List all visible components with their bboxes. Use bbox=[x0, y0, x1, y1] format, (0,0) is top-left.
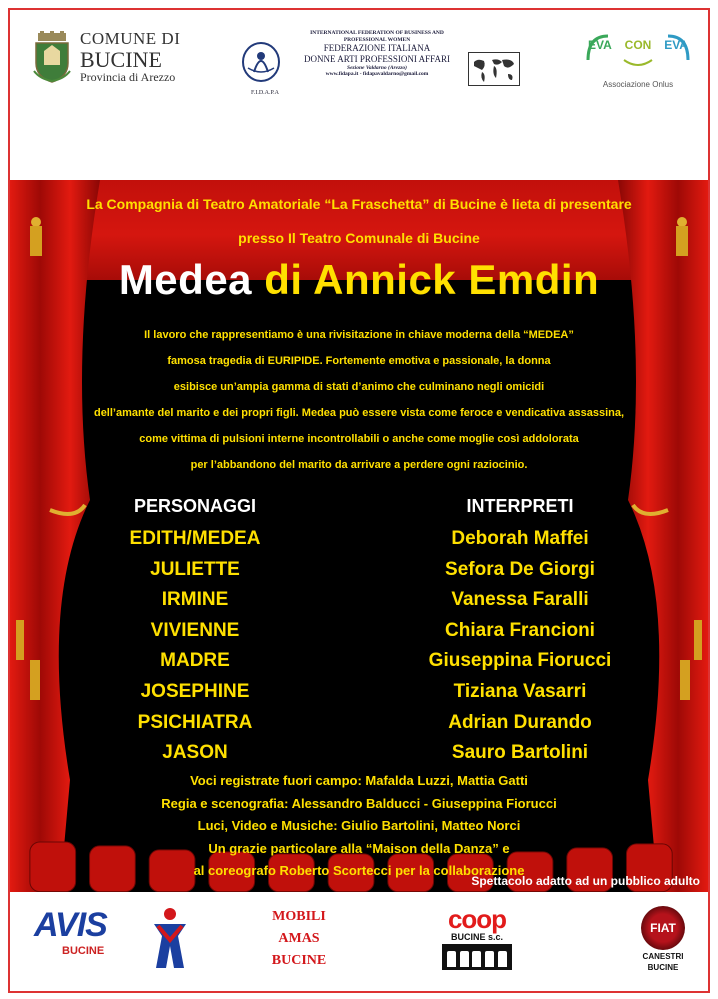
mobili-line: BUCINE bbox=[271, 953, 327, 968]
actor-item: Deborah Maffei bbox=[451, 528, 589, 549]
intro-line2: presso Il Teatro Comunale di Bucine bbox=[238, 230, 480, 246]
theatre-stage bbox=[10, 180, 708, 892]
show-title bbox=[10, 256, 708, 304]
fidapa-emblem-icon bbox=[240, 42, 282, 82]
role-item: JULIETTE bbox=[150, 558, 240, 580]
description-line: per l’abbandono del marito da arrivare a perdere ogni raziocinio. bbox=[190, 459, 528, 471]
role-item: JOSEPHINE bbox=[140, 680, 250, 702]
roles-header: PERSONAGGI bbox=[133, 496, 257, 516]
world-map-icon bbox=[468, 52, 520, 86]
avis-sub: BUCINE bbox=[62, 945, 105, 957]
roles-column bbox=[110, 492, 280, 769]
fidapa-line3: Sezione Valdarno (Arezzo) bbox=[347, 64, 407, 71]
eva-con-eva-logo bbox=[584, 30, 692, 100]
description-line: Il lavoro che rappresentiamo è una rivisitazione in chiave moderna della “MEDEA” bbox=[144, 329, 574, 341]
actor-item: Tiziana Vasarri bbox=[453, 680, 587, 702]
actor-item: Adrian Durando bbox=[448, 711, 592, 733]
fiat-logo bbox=[632, 906, 694, 972]
credit-line: Voci registrate fuori campo: Mafalda Luzzi, Mattia Gatti bbox=[190, 773, 528, 788]
description-line: famosa tragedia di EURIPIDE. Fortemente emotiva e passionale, la donna bbox=[167, 355, 551, 367]
avis-logo bbox=[34, 906, 194, 976]
eva-word3: EVA bbox=[664, 38, 688, 52]
credit-line: al coreografo Roberto Scortecci per la collaborazione bbox=[193, 863, 525, 879]
role-item: JASON bbox=[162, 742, 228, 764]
actor-item: Vanessa Faralli bbox=[451, 589, 589, 611]
role-item: MADRE bbox=[160, 650, 230, 672]
coop-wordmark: coop bbox=[447, 904, 507, 934]
actor-item: Chiara Francioni bbox=[445, 619, 595, 641]
credit-line: Regia e scenografia: Alessandro Balducci - Giuseppina Fiorucci bbox=[161, 795, 557, 811]
comune-line2: BUCINE bbox=[80, 46, 162, 72]
role-item: EDITH/MEDEA bbox=[129, 528, 261, 549]
credits bbox=[10, 770, 708, 883]
credit-line: Un grazie particolare alla “Maison della Danza” e bbox=[208, 840, 510, 856]
eva-subtitle: Associazione Onlus bbox=[602, 80, 674, 89]
fiat-sub2: BUCINE bbox=[647, 963, 679, 972]
fidapa-line2: DONNE ARTI PROFESSIONI AFFARI bbox=[303, 53, 451, 64]
fiat-wordmark: FIAT bbox=[650, 921, 676, 935]
fidapa-logo bbox=[236, 28, 526, 108]
credit-line: Luci, Video e Musiche: Giulio Bartolini, Matteo Norci bbox=[197, 818, 521, 834]
coop-bars-icon bbox=[442, 944, 512, 970]
coop-logo bbox=[434, 906, 520, 970]
actor-item: Sefora De Giorgi bbox=[445, 558, 595, 580]
title-part1: Medea bbox=[118, 256, 253, 303]
avis-wordmark: AVIS bbox=[34, 906, 107, 944]
sponsors-footer bbox=[10, 892, 708, 993]
comune-line3: Provincia di Arezzo bbox=[80, 69, 176, 84]
title-part2: di Annick Emdin bbox=[264, 256, 600, 303]
coop-sub: BUCINE s.c. bbox=[450, 932, 503, 942]
comune-logo bbox=[30, 30, 180, 84]
fiat-sub1: CANESTRI bbox=[642, 952, 684, 961]
crest-icon bbox=[30, 31, 74, 83]
description-line: esibisce un’ampia gamma di stati d’animo che culminano negli omicidi bbox=[173, 381, 545, 393]
fidapa-caption: F.I.D.A.P.A bbox=[250, 90, 280, 96]
fiat-badge-icon bbox=[641, 906, 685, 950]
actors-column bbox=[410, 492, 630, 769]
actor-item: Sauro Bartolini bbox=[451, 742, 589, 764]
mobili-line: MOBILI bbox=[272, 909, 326, 924]
eva-word1: EVA bbox=[588, 38, 612, 52]
event-poster bbox=[8, 8, 710, 993]
description-line: dell’amante del marito e dei propri figli. Medea può essere vista come feroce e vendicativa assassina, bbox=[93, 407, 625, 419]
description-line: come vittima di pulsioni interne incontrollabili o anche come moglie così addolorata bbox=[139, 433, 579, 445]
role-item: IRMINE bbox=[161, 589, 229, 611]
fidapa-line4: www.fidapa.it - fidapavaldarno@gmail.com bbox=[325, 71, 429, 78]
role-item: PSICHIATRA bbox=[137, 711, 253, 733]
fidapa-line0: INTERNATIONAL FEDERATION OF BUSINESS AND PROFESSIONAL WOMEN bbox=[310, 30, 444, 43]
eva-word2: CON bbox=[624, 38, 652, 52]
audience-notice: Spettacolo adatto ad un pubblico adulto bbox=[471, 874, 700, 888]
cast-list bbox=[10, 492, 708, 762]
show-description bbox=[10, 322, 708, 478]
intro-line1: La Compagnia di Teatro Amatoriale “La Fraschetta” di Bucine è lieta di presentare bbox=[86, 196, 632, 212]
comune-line1: COMUNE DI bbox=[80, 29, 181, 48]
mobili-amas-logo bbox=[254, 906, 344, 972]
actors-header: INTERPRETI bbox=[466, 496, 574, 516]
mobili-line: AMAS bbox=[278, 931, 320, 946]
fidapa-line1: FEDERAZIONE ITALIANA bbox=[323, 43, 431, 54]
actor-item: Giuseppina Fiorucci bbox=[428, 650, 612, 672]
role-item: VIVIENNE bbox=[150, 619, 240, 641]
avis-figure-icon bbox=[150, 906, 190, 972]
poster-header bbox=[10, 10, 708, 180]
